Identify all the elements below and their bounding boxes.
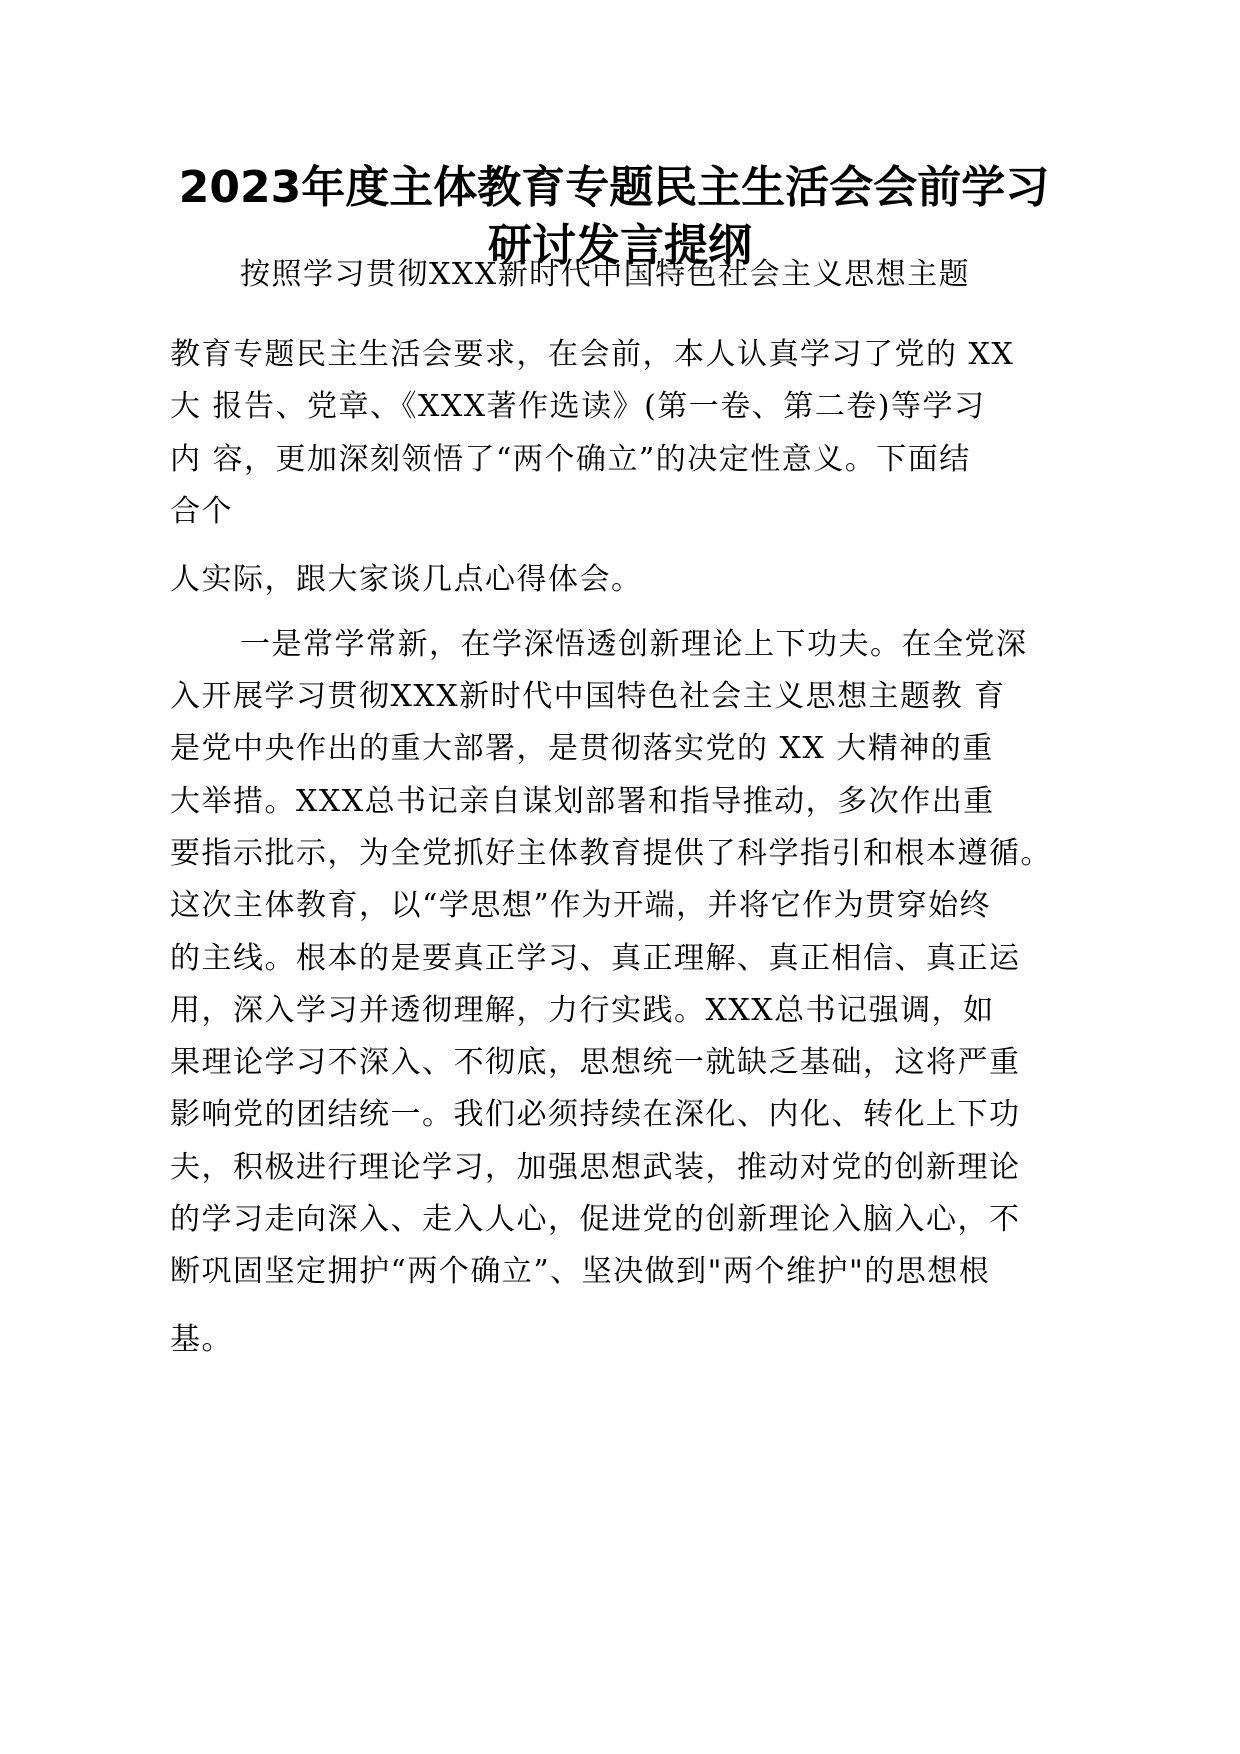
paragraph-line: 果理论学习不深入、不彻底，思想统一就缺乏基础，这将严重 (170, 1045, 1021, 1080)
paragraph-line: 是党中央作出的重大部署，是贯彻落实党的 XX 大精神的重 (170, 731, 994, 766)
paragraph-line: 的主线。根本的是要真正学习、真正理解、真正相信、真正运 (170, 941, 1021, 976)
paragraph-line: 断巩固坚定拥护“两个确立”、坚决做到"两个维护"的思想根 (170, 1254, 991, 1289)
paragraph-line: 要指示批示，为全党抓好主体教育提供了科学指引和根本遵循。 (170, 836, 1052, 871)
paragraph-line: 教育专题民主生活会要求，在会前，本人认真学习了党的 XX (170, 337, 1015, 372)
paragraph-line: 基。 (170, 1322, 233, 1357)
paragraph-line: 入开展学习贯彻XXX新时代中国特色社会主义思想主题教 育 (170, 679, 1006, 714)
paragraph-line: 一是常学常新，在学深悟透创新理论上下功夫。在全党深 (240, 627, 1028, 662)
paragraph-line: 大举措。XXX总书记亲自谋划部署和指导推动，多次作出重 (170, 784, 995, 819)
document-title-line-2: 研讨发言提纲 (488, 220, 752, 271)
paragraph-line: 按照学习贯彻XXX新时代中国特色社会主义思想主题 (240, 257, 971, 292)
paragraph-line: 内 容，更加深刻领悟了“两个确立”的决定性意义。下面结 (170, 442, 971, 477)
paragraph-line: 用，深入学习并透彻理解，力行实践。XXX总书记强调，如 (170, 993, 995, 1028)
paragraph-line: 的学习走向深入、走入人心，促进党的创新理论入脑入心，不 (170, 1202, 1021, 1237)
paragraph-line: 人实际，跟大家谈几点心得体会。 (170, 562, 643, 597)
paragraph-line: 合个 (170, 494, 233, 529)
paragraph-line: 影响党的团结统一。我们必须持续在深化、内化、转化上下功 (170, 1097, 1021, 1132)
paragraph-line: 这次主体教育，以“学思想”作为开端，并将它作为贯穿始终 (170, 888, 992, 923)
document-title-line-1: 2023年度主体教育专题民主生活会会前学习 (178, 162, 1050, 213)
paragraph-line: 夫，积极进行理论学习，加强思想武装，推动对党的创新理论 (170, 1150, 1021, 1185)
paragraph-line: 大 报告、党章、《XXX著作选读》(第一卷、第二卷)等学习 (170, 389, 986, 424)
